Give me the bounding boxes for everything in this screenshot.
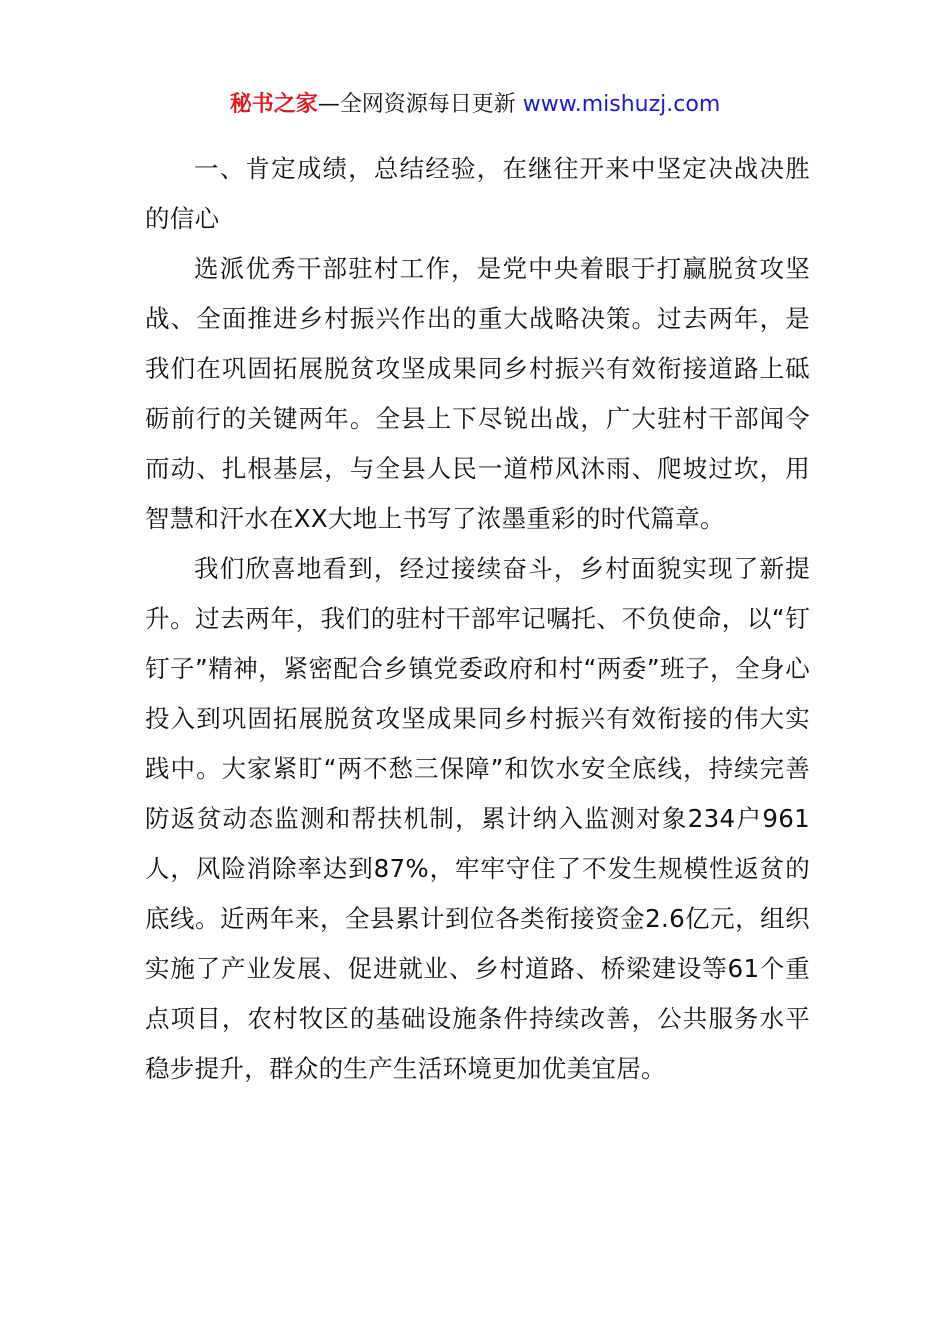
section-heading: 一、肯定成绩，总结经验，在继往开来中坚定决战决胜的信心 xyxy=(145,154,810,233)
site-brand: 秘书之家 xyxy=(229,92,318,117)
document-header xyxy=(0,88,950,122)
body-paragraph: 选派优秀干部驻村工作，是党中央着眼于打赢脱贫攻坚战、全面推进乡村振兴作出的重大战略决策。过去两年，是我们在巩固拓展脱贫攻坚成果同乡村振兴有效衔接道路上砥砺前行的关键两年。全县上下尽锐出战，广大驻村干部闻令而动、扎根基层，与全县人民一道栉风沐雨、爬坡过坎，用智慧和汗水在XX大地上书写了浓墨重彩的时代篇章。 xyxy=(145,254,810,533)
body-paragraph: 我们欣喜地看到，经过接续奋斗，乡村面貌实现了新提升。过去两年，我们的驻村干部牢记嘱托、不负使命，以“钉钉子”精神，紧密配合乡镇党委政府和村“两委”班子，全身心投入到巩固拓展脱贫攻坚成果同乡村振兴有效衔接的伟大实践中。大家紧盯“两不愁三保障”和饮水安全底线，持续完善防返贫动态监测和帮扶机制，累计纳入监测对象234户961人，风险消除率达到87%，牢牢守住了不发生规模性返贫的底线。近两年来，全县累计到位各类衔接资金2.6亿元，组织实施了产业发展、促进就业、乡村道路、桥梁建设等61个重点项目，农村牧区的基础设施条件持续改善，公共服务水平稳步提升，群众的生产生活环境更加优美宜居。 xyxy=(145,554,810,1083)
site-url-link[interactable]: www.mishuzj.com xyxy=(522,92,721,117)
document-body xyxy=(145,144,810,1094)
site-tagline: —全网资源每日更新 xyxy=(317,92,516,117)
